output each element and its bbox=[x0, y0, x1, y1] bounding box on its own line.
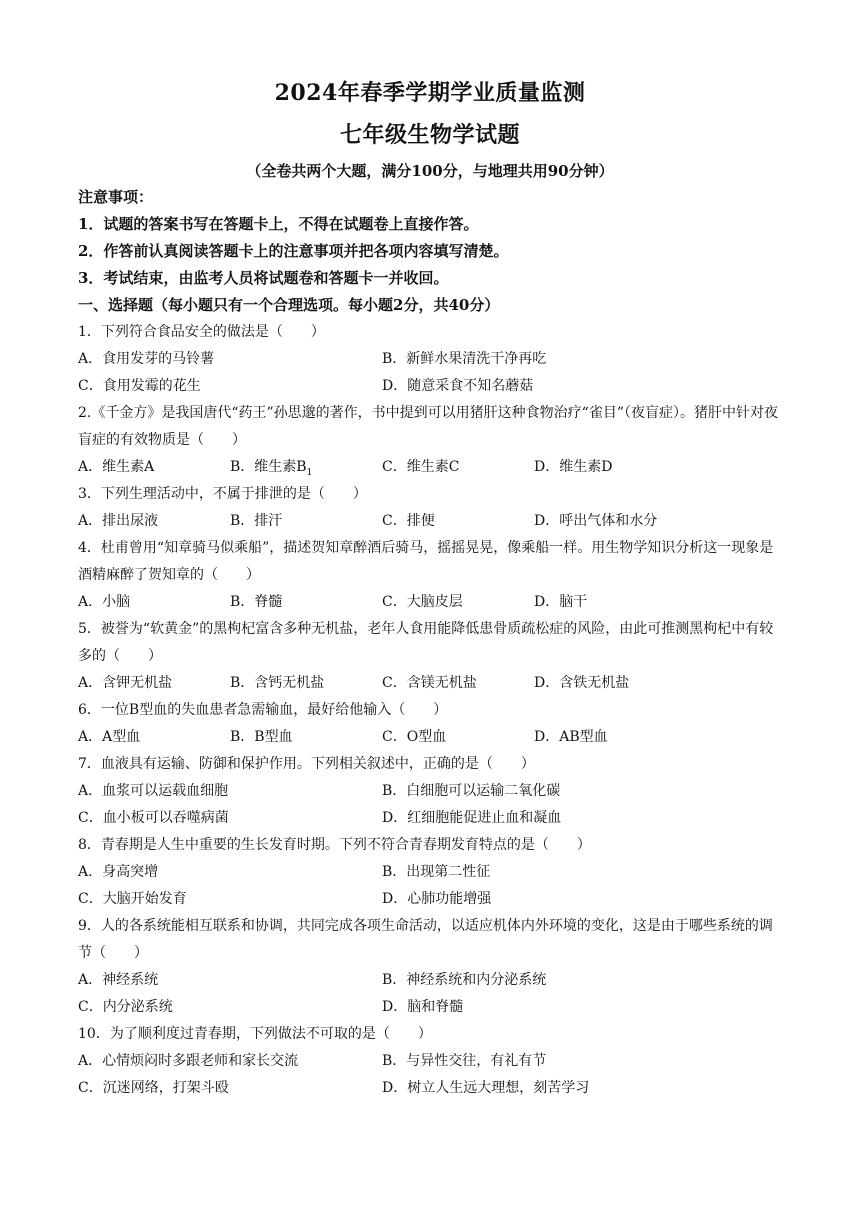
option: A．维生素A bbox=[78, 459, 155, 475]
option: D．AB型血 bbox=[534, 729, 608, 745]
option: C．O型血 bbox=[382, 729, 447, 745]
notice-item: 3．考试结束，由监考人员将试题卷和答题卡一并收回。 bbox=[78, 269, 449, 287]
option: A．A型血 bbox=[78, 729, 141, 745]
option: C．排便 bbox=[382, 513, 435, 529]
option: C．含镁无机盐 bbox=[382, 675, 477, 691]
option: C．沉迷网络，打架斗殴 bbox=[78, 1080, 229, 1096]
section-heading: 一、选择题（每小题只有一个合理选项。每小题2分，共40分） bbox=[78, 296, 500, 314]
option-row bbox=[78, 454, 786, 481]
option: A．心情烦闷时多跟老师和家长交流 bbox=[78, 1053, 299, 1069]
option: B．与异性交往，有礼有节 bbox=[382, 1053, 547, 1069]
option: C．大脑皮层 bbox=[382, 594, 463, 610]
option: B．神经系统和内分泌系统 bbox=[382, 972, 547, 988]
question-stem: 2.《千金方》是我国唐代“药王”孙思邈的著作，书中提到可以用猪肝这种食物治疗“雀目”（夜盲症）。猪肝中针对夜盲症的有效物质是（ ） bbox=[78, 405, 778, 448]
option: B．白细胞可以运输二氧化碳 bbox=[382, 783, 561, 799]
option bbox=[230, 454, 382, 481]
option: C．内分泌系统 bbox=[78, 999, 173, 1015]
subscript: 1 bbox=[306, 467, 313, 478]
option-row bbox=[78, 994, 786, 1021]
option-row bbox=[78, 724, 786, 751]
question-stem: 7．血液具有运输、防御和保护作用。下列相关叙述中，正确的是（ ） bbox=[78, 756, 535, 772]
question-stem: 9．人的各系统能相互联系和协调，共同完成各项生命活动，以适应机体内外环境的变化，这是由于哪些系统的调节（ ） bbox=[78, 918, 773, 961]
notice-item: 1．试题的答案书写在答题卡上，不得在试题卷上直接作答。 bbox=[78, 215, 479, 233]
option: A．含钾无机盐 bbox=[78, 675, 173, 691]
option: D．红细胞能促进止血和凝血 bbox=[382, 810, 562, 826]
option-row bbox=[78, 778, 786, 805]
option: C．血小板可以吞噬病菌 bbox=[78, 810, 229, 826]
option: A．食用发芽的马铃薯 bbox=[78, 351, 215, 367]
option-row bbox=[78, 346, 786, 373]
option: D．脑和脊髓 bbox=[382, 999, 464, 1015]
option: B．出现第二性征 bbox=[382, 864, 491, 880]
option-row bbox=[78, 805, 786, 832]
option-row bbox=[78, 967, 786, 994]
option: B．排汗 bbox=[230, 513, 283, 529]
option: B．B型血 bbox=[230, 729, 293, 745]
question-stem: 6．一位B型血的失血患者急需输血，最好给他输入（ ） bbox=[78, 702, 448, 718]
option: C．大脑开始发育 bbox=[78, 891, 187, 907]
option: D．含铁无机盐 bbox=[534, 675, 630, 691]
option-row bbox=[78, 373, 786, 400]
option: A．神经系统 bbox=[78, 972, 159, 988]
question-stem: 5．被誉为“软黄金”的黑枸杞富含多种无机盐，老年人食用能降低患骨质疏松症的风险，由此可推测黑枸杞中有较多的（ ） bbox=[78, 621, 774, 664]
option: A．身高突增 bbox=[78, 864, 159, 880]
question-stem: 10．为了顺利度过青春期，下列做法不可取的是（ ） bbox=[78, 1026, 432, 1042]
option-row bbox=[78, 1048, 786, 1075]
option: D．心肺功能增强 bbox=[382, 891, 492, 907]
question-stem: 1．下列符合食品安全的做法是（ ） bbox=[78, 324, 325, 340]
exam-note: （全卷共两个大题，满分100分，与地理共用90分钟） bbox=[246, 162, 614, 180]
option: C．食用发霉的花生 bbox=[78, 378, 201, 394]
option: B．新鲜水果清洗干净再吃 bbox=[382, 351, 547, 367]
option: D．呼出气体和水分 bbox=[534, 513, 658, 529]
question-stem: 4．杜甫曾用“知章骑马似乘船”，描述贺知章醉酒后骑马，摇摇晃晃，像乘船一样。用生物学知识分析这一现象是酒精麻醉了贺知章的（ ） bbox=[78, 540, 774, 583]
exam-content bbox=[78, 184, 786, 1102]
option: A．排出尿液 bbox=[78, 513, 159, 529]
notice-heading: 注意事项： bbox=[78, 188, 154, 206]
option-row bbox=[78, 1075, 786, 1102]
option: B．脊髓 bbox=[230, 594, 283, 610]
option-text: B．维生素B bbox=[230, 459, 307, 475]
exam-title: 2024年春季学期学业质量监测 bbox=[274, 80, 586, 106]
option: D．维生素D bbox=[534, 459, 613, 475]
option-row bbox=[78, 508, 786, 535]
option: D．脑干 bbox=[534, 594, 588, 610]
option-row bbox=[78, 886, 786, 913]
option-row bbox=[78, 859, 786, 886]
option: D．随意采食不知名蘑菇 bbox=[382, 378, 534, 394]
question-stem: 8．青春期是人生中重要的生长发育时期。下列不符合青春期发育特点的是（ ） bbox=[78, 837, 591, 853]
question-stem: 3．下列生理活动中，不属于排泄的是（ ） bbox=[78, 486, 367, 502]
option-row bbox=[78, 670, 786, 697]
option: C．维生素C bbox=[382, 459, 460, 475]
option: D．树立人生远大理想，刻苦学习 bbox=[382, 1080, 590, 1096]
option: A．血浆可以运载血细胞 bbox=[78, 783, 229, 799]
notice-item: 2．作答前认真阅读答题卡上的注意事项并把各项内容填写清楚。 bbox=[78, 242, 509, 260]
exam-subject: 七年级生物学试题 bbox=[339, 122, 520, 148]
option-row bbox=[78, 589, 786, 616]
option: B．含钙无机盐 bbox=[230, 675, 325, 691]
option: A．小脑 bbox=[78, 594, 131, 610]
